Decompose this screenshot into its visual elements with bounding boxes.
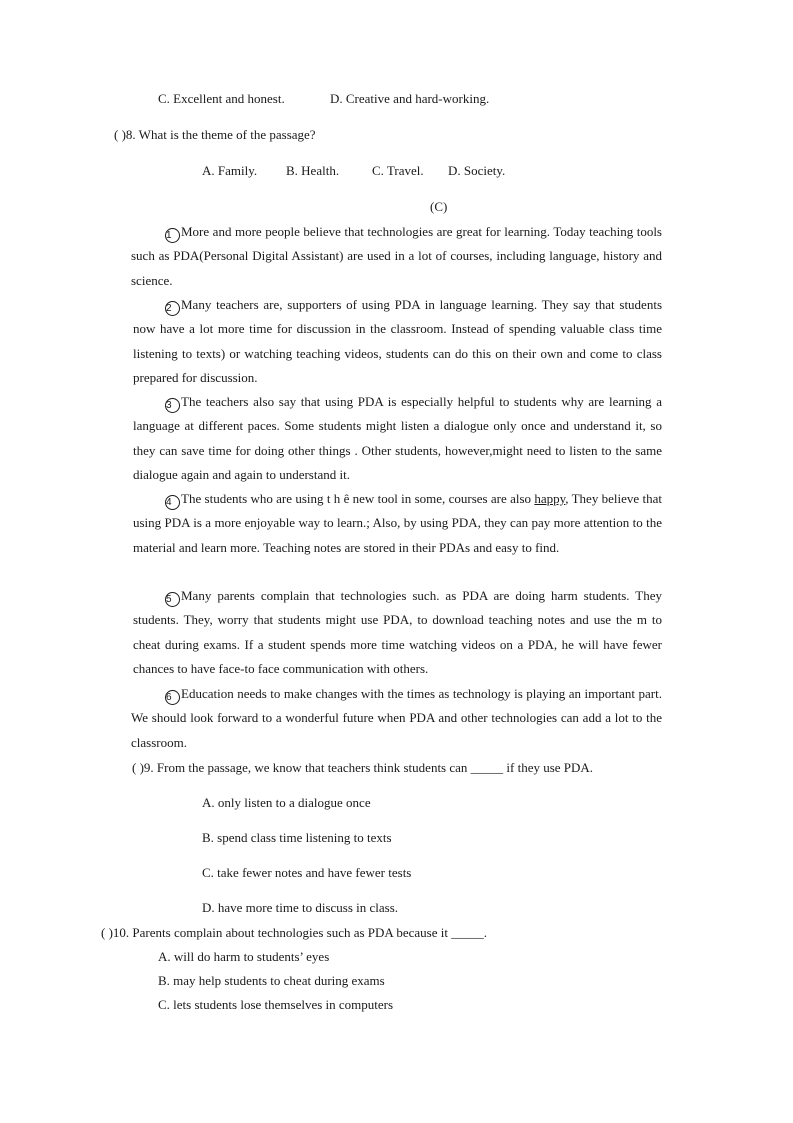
- paragraph-number: 5: [165, 592, 180, 607]
- paragraph-1: [131, 220, 662, 293]
- q9-option-a: A. only listen to a dialogue once: [202, 795, 371, 810]
- paragraph-text: , They believe that using PDA is a more enjoyable way to learn.; Also, by using PDA, they can pay more attention to the material and learn more. Teaching notes are stored in their PDAs and easy to find.: [133, 491, 662, 555]
- q7-option-d: D. Creative and hard-working.: [330, 91, 490, 106]
- paragraph-number: 6: [165, 690, 180, 705]
- answer-bracket[interactable]: ( ): [114, 127, 126, 142]
- question-stem: 9. From the passage, we know that teachers think students can _____ if they use PDA.: [143, 760, 594, 775]
- paragraph-text: Education needs to make changes with the times as technology is playing an important part. We should look forward to a wonderful future when PDA and other technologies can add a lot to the classroom.: [131, 686, 662, 750]
- paragraph-2: [133, 293, 662, 391]
- paragraph-text: More and more people believe that technologies are great for learning. Today teaching tools such as PDA(Personal Digital Assistant) are used in a lot of courses, including language, history and science.: [131, 224, 662, 288]
- q8-option-d: D. Society.: [448, 163, 506, 178]
- q8-option-a: A. Family.: [202, 163, 258, 178]
- paragraph-4: [133, 487, 662, 560]
- q9-question: [132, 760, 593, 776]
- paragraph-number: 4: [165, 495, 180, 510]
- answer-bracket[interactable]: ( ): [101, 925, 113, 940]
- paragraph-text: The students who are using t h ê new tool in some, courses are also: [181, 491, 535, 506]
- answer-bracket[interactable]: ( ): [132, 760, 144, 775]
- question-stem: 10. Parents complain about technologies such as PDA because it _____.: [112, 925, 487, 940]
- q10-option-c: C. lets students lose themselves in computers: [158, 997, 394, 1012]
- section-heading-c: (C): [430, 199, 448, 214]
- paragraph-text: The teachers also say that using PDA is especially helpful to students why are learning a language at different paces. Some students might listen a dialogue only once and understand it, so they can save time for doing other things . Other students, however,might need to listen to the same dialogue again and again to understand it.: [133, 394, 662, 483]
- paragraph-3: [133, 390, 662, 488]
- q8-question: [114, 127, 316, 143]
- paragraph-text: Many teachers are, supporters of using PDA in language learning. They say that students now have a lot more time for discussion in the classroom. Instead of spending valuable class time listening to texts) or watching teaching videos, students can do this on their own and come to class prepared for discussion.: [133, 297, 662, 386]
- q7-option-c: C. Excellent and honest.: [158, 91, 285, 106]
- q9-option-b: B. spend class time listening to texts: [202, 830, 392, 845]
- q10-option-a: A. will do harm to students’ eyes: [158, 949, 330, 964]
- q9-option-d: D. have more time to discuss in class.: [202, 900, 399, 915]
- question-stem: 8. What is the theme of the passage?: [125, 127, 316, 142]
- paragraph-text: Many parents complain that technologies such. as PDA are doing harm students. They students. They, worry that students might use PDA, to download teaching notes and use the m to cheat during exams. If a student spends more time watching videos on a PDA, he will have fewer chances to have face-to face communication with others.: [133, 588, 662, 677]
- underlined-word: happy: [534, 491, 566, 506]
- q10-question: [101, 925, 487, 941]
- q9-option-c: C. take fewer notes and have fewer tests: [202, 865, 412, 880]
- paragraph-number: 2: [165, 301, 180, 316]
- q10-option-b: B. may help students to cheat during exams: [158, 973, 385, 988]
- paragraph-5: [133, 584, 662, 682]
- paragraph-number: 3: [165, 398, 180, 413]
- paragraph-6: [131, 682, 662, 755]
- q8-option-b: B. Health.: [286, 163, 340, 178]
- q8-option-c: C. Travel.: [372, 163, 424, 178]
- paragraph-number: 1: [165, 228, 180, 243]
